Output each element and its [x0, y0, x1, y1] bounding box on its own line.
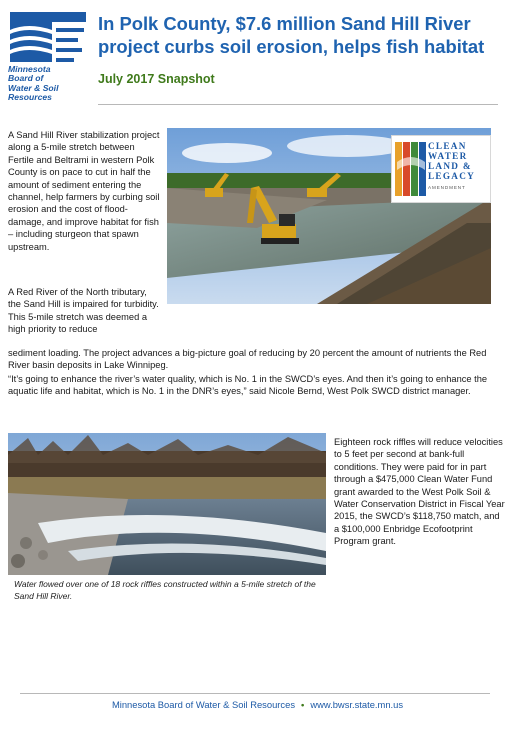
logo-line-1: Minnesota — [8, 64, 51, 74]
tributary-paragraph: A Red River of the North tributary, the Sand Hill is impaired for turbidity. This 5-mile stretch was deemed a high priority to reduce — [8, 287, 159, 335]
footer-org: Minnesota Board of Water & Soil Resources — [111, 699, 296, 710]
logo-line-4: Resources — [8, 92, 52, 103]
riffles-paragraph: Eighteen rock riffles will reduce velocities to 5 feet per second at bank-full conditions. They were paid for in part through a $475,000 Clean Water Fund grant awarded to the West Polk Soil & Water Conservation District in Fiscal Year 2015, the SWCD’s $118,750 match, and a $100,000 Enbridge Ecofootprint Program grant. — [334, 437, 505, 547]
rock-riffle-photo — [8, 433, 326, 575]
legacy-clean: CLEAN — [428, 141, 467, 151]
footer-separator: • — [301, 699, 305, 710]
snapshot-date: July 2017 Snapshot — [98, 72, 215, 86]
quote-paragraph: “It’s going to enhance the river’s water quality, which is No. 1 in the SWCD’s eyes. And then it’s going to enhance the aquatic life and habitat, which is No. 1 in the DNR’s eyes,” said Nicole Bernd, West Polk SWCD district manager. — [8, 374, 488, 397]
legacy-amendment-icon — [395, 142, 427, 196]
footer-divider — [20, 693, 490, 694]
legacy-water: WATER — [428, 151, 468, 161]
legacy-land: LAND & — [428, 161, 472, 171]
clean-water-legacy-badge — [391, 135, 491, 203]
bwsr-logo-icon — [8, 10, 88, 66]
logo-line-3: Water & Soil — [8, 82, 59, 93]
bwsr-logo — [8, 10, 88, 106]
legacy-amendment: AMENDMENT — [428, 185, 466, 190]
tributary-paragraph-continued: sediment loading. The project advances a big-picture goal of reducing by 20 percent the amount of nutrients the Red River basin deposits in Lake Winnipeg. — [8, 348, 487, 371]
logo-line-2: Board of — [8, 73, 44, 84]
footer — [0, 699, 515, 710]
headline: In Polk County, $7.6 million Sand Hill River project curbs soil erosion, helps fish habitat — [98, 13, 485, 57]
header-divider — [98, 104, 498, 105]
footer-url-link[interactable]: www.bwsr.state.mn.us — [310, 699, 404, 710]
intro-paragraph: A Sand Hill River stabilization project along a 5-mile stretch between Fertile and Beltrami in western Polk County is on pace to cut in half the amount of sediment entering the channel, help farmers by curbing soil erosion and the cost of flood-damage, and improve habitat for fish – including sturgeon that spawn upstream. — [8, 130, 160, 252]
legacy-legacy: LEGACY — [428, 171, 476, 181]
photo-caption: Water flowed over one of 18 rock riffles constructed within a 5-mile stretch of the Sand Hill River. — [14, 579, 316, 601]
